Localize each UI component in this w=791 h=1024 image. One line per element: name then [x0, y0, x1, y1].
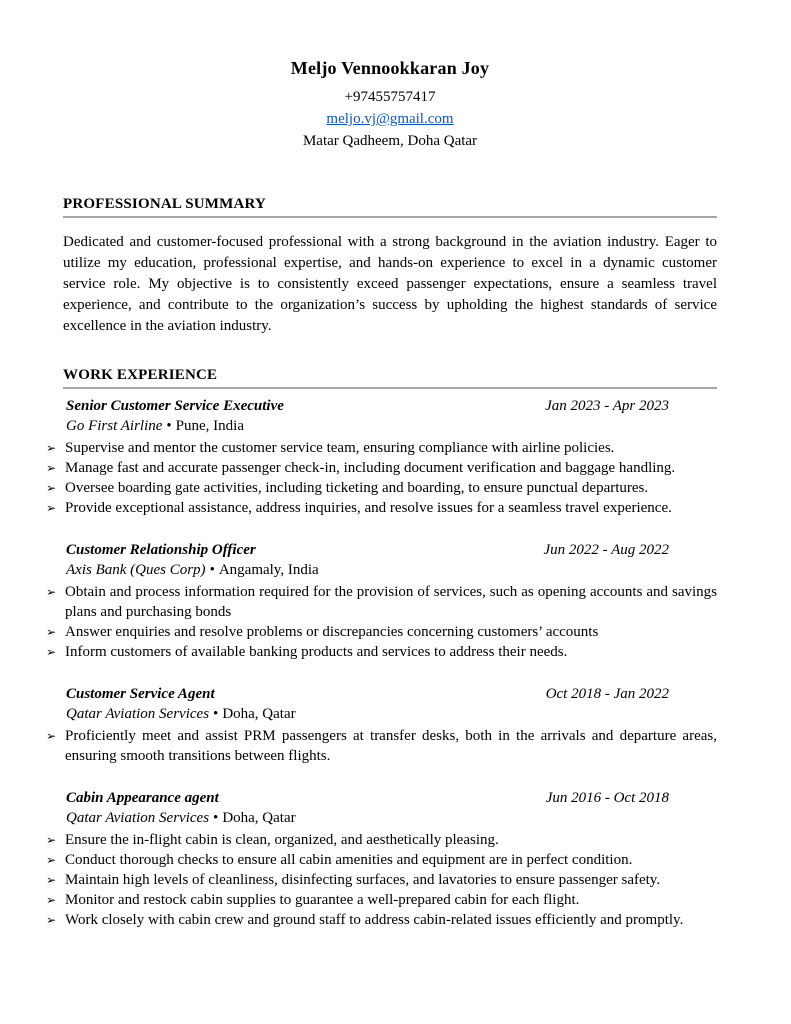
job-header — [63, 684, 717, 704]
bullet-list — [46, 438, 717, 518]
arrow-bullet-icon: ➢ — [46, 645, 57, 659]
phone-number: +97455757417 — [344, 89, 436, 105]
job-title: Senior Customer Service Executive — [66, 398, 284, 414]
company-line — [63, 416, 717, 436]
bullet-text: Proficiently meet and assist PRM passengers at transfer desks, both in the arrivals and departure areas, ensuring smooth transitions between flights. — [65, 728, 717, 764]
company-line — [63, 704, 717, 724]
bullet-text: Inform customers of available banking products and services to address their needs. — [65, 644, 568, 660]
bullet-item — [46, 726, 717, 766]
section-heading-work-experience: WORK EXPERIENCE — [63, 367, 717, 389]
bullet-item — [46, 830, 717, 850]
bullet-text: Monitor and restock cabin supplies to guarantee a well-prepared cabin for each flight. — [65, 892, 580, 908]
email-line — [63, 108, 717, 130]
bullet-text: Maintain high levels of cleanliness, disinfecting surfaces, and lavatories to ensure passenger safety. — [65, 872, 661, 888]
bullet-text: Work closely with cabin crew and ground staff to address cabin-related issues efficiently and promptly. — [65, 912, 684, 928]
job-entry-senior-customer-service-executive — [46, 396, 717, 518]
job-entry-customer-service-agent — [46, 684, 717, 766]
professional-summary-section — [63, 196, 717, 337]
bullet-list — [46, 726, 717, 766]
bullet-item — [46, 498, 717, 518]
job-header — [63, 396, 717, 416]
job-entry-cabin-appearance-agent — [46, 788, 717, 930]
job-header — [63, 788, 717, 808]
bullet-text: Supervise and mentor the customer service team, ensuring compliance with airline policies. — [65, 440, 615, 456]
job-location: Pune, India — [175, 418, 244, 434]
job-dates: Oct 2018 - Jan 2022 — [545, 686, 669, 702]
job-location: Doha, Qatar — [222, 706, 296, 722]
bullet-list — [46, 830, 717, 930]
company-name: Qatar Aviation Services — [66, 706, 210, 722]
arrow-bullet-icon: ➢ — [46, 461, 57, 475]
job-dates: Jun 2022 - Aug 2022 — [543, 542, 669, 558]
job-header — [63, 540, 717, 560]
bullet-text: Provide exceptional assistance, address inquiries, and resolve issues for a seamless travel experience. — [65, 500, 672, 516]
arrow-bullet-icon: ➢ — [46, 441, 57, 455]
bullet-text: Answer enquiries and resolve problems or discrepancies concerning customers’ accounts — [65, 624, 599, 640]
company-name: Axis Bank (Ques Corp) — [66, 562, 206, 578]
company-name: Qatar Aviation Services — [66, 810, 210, 826]
separator-dot: • — [213, 810, 219, 826]
company-line — [63, 808, 717, 828]
job-dates: Jan 2023 - Apr 2023 — [545, 398, 669, 414]
job-title: Cabin Appearance agent — [66, 790, 219, 806]
bullet-item — [46, 890, 717, 910]
arrow-bullet-icon: ➢ — [46, 873, 57, 887]
bullet-item — [46, 582, 717, 622]
arrow-bullet-icon: ➢ — [46, 585, 57, 599]
arrow-bullet-icon: ➢ — [46, 853, 57, 867]
arrow-bullet-icon: ➢ — [46, 893, 57, 907]
bullet-item — [46, 870, 717, 890]
bullet-list — [46, 582, 717, 662]
bullet-item — [46, 438, 717, 458]
resume-header — [63, 58, 717, 152]
bullet-text: Manage fast and accurate passenger check-in, including document verification and baggage handling. — [65, 460, 676, 476]
section-heading-professional-summary: PROFESSIONAL SUMMARY — [63, 196, 717, 218]
bullet-item — [46, 850, 717, 870]
arrow-bullet-icon: ➢ — [46, 833, 57, 847]
arrow-bullet-icon: ➢ — [46, 625, 57, 639]
separator-dot: • — [213, 706, 219, 722]
bullet-item — [46, 478, 717, 498]
summary-paragraph: Dedicated and customer-focused professional with a strong background in the aviation industry. Eager to utilize my education, professional expertise, and hands-on experience to excel in a dynamic customer service role. My objective is to consistently exceed passenger expectations, ensure a seamless travel experience, and contribute to the organization’s success by upholding the highest standards of service excellence in the aviation industry. — [63, 234, 717, 334]
arrow-bullet-icon: ➢ — [46, 481, 57, 495]
arrow-bullet-icon: ➢ — [46, 729, 57, 743]
bullet-text: Oversee boarding gate activities, including ticketing and boarding, to ensure punctual departures. — [65, 480, 649, 496]
job-title: Customer Service Agent — [66, 686, 215, 702]
job-title: Customer Relationship Officer — [66, 542, 256, 558]
email-link[interactable]: meljo.vj@gmail.com — [326, 111, 454, 127]
address: Matar Qadheem, Doha Qatar — [302, 133, 478, 149]
job-entry-customer-relationship-officer — [46, 540, 717, 662]
bullet-item — [46, 642, 717, 662]
job-location: Doha, Qatar — [222, 810, 296, 826]
bullet-text: Conduct thorough checks to ensure all cabin amenities and equipment are in perfect condition. — [65, 852, 633, 868]
arrow-bullet-icon: ➢ — [46, 913, 57, 927]
separator-dot: • — [209, 562, 215, 578]
company-line — [63, 560, 717, 580]
separator-dot: • — [166, 418, 172, 434]
bullet-item — [46, 622, 717, 642]
job-location: Angamaly, India — [218, 562, 319, 578]
work-experience-section — [46, 367, 717, 930]
bullet-text: Ensure the in-flight cabin is clean, organized, and aesthetically pleasing. — [65, 832, 499, 848]
company-name: Go First Airline — [66, 418, 163, 434]
job-dates: Jun 2016 - Oct 2018 — [545, 790, 669, 806]
arrow-bullet-icon: ➢ — [46, 501, 57, 515]
candidate-name: Meljo Vennookkaran Joy — [290, 58, 490, 78]
bullet-item — [46, 910, 717, 930]
bullet-item — [46, 458, 717, 478]
bullet-text: Obtain and process information required for the provision of services, such as opening accounts and savings plans and purchasing bonds — [65, 584, 717, 620]
